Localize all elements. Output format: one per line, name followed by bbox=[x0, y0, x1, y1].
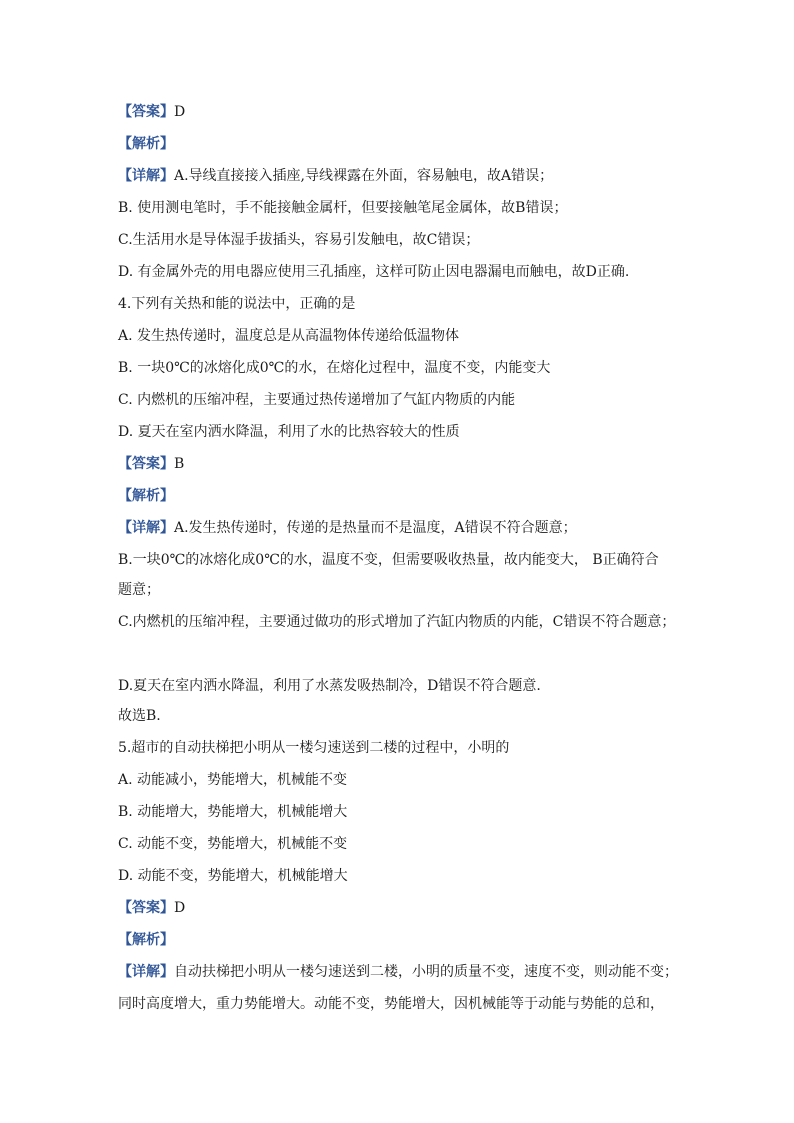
answer-tag: 【答案】 bbox=[118, 456, 174, 472]
q5-analysis-line bbox=[118, 930, 698, 950]
q3-detail-text-d: D. 有金属外壳的用电器应使用三孔插座，这样可防止因电器漏电而触电，故D正确. bbox=[118, 264, 630, 280]
answer-tag: 【答案】 bbox=[118, 900, 174, 916]
answer-value: D bbox=[174, 104, 186, 120]
q4-answer-line bbox=[118, 454, 698, 474]
answer-value: D bbox=[174, 900, 186, 916]
q4-stem: 4.下列有关热和能的说法中，正确的是 bbox=[118, 296, 356, 312]
detail-tag: 【详解】 bbox=[118, 168, 174, 184]
analysis-tag: 【解析】 bbox=[118, 136, 174, 152]
q5-option-c: C. 动能不变，势能增大，机械能不变 bbox=[118, 836, 348, 852]
analysis-tag: 【解析】 bbox=[118, 488, 174, 504]
q4-conclusion: 故选B. bbox=[118, 708, 161, 724]
q3-detail-text-c: C.生活用水是导体湿手拔插头，容易引发触电，故C错误； bbox=[118, 232, 480, 248]
detail-text: A.发生热传递时，传递的是热量而不是温度，A错误不符合题意； bbox=[174, 520, 577, 536]
answer-tag: 【答案】 bbox=[118, 104, 174, 120]
q3-detail-line bbox=[118, 166, 698, 186]
detail-tag: 【详解】 bbox=[118, 520, 174, 536]
q5-detail-line bbox=[118, 962, 698, 982]
analysis-tag: 【解析】 bbox=[118, 932, 174, 948]
q3-analysis-line bbox=[118, 134, 698, 154]
q3-detail-text-b: B. 使用测电笔时，手不能接触金属杆，但要接触笔尾金属体，故B错误； bbox=[118, 200, 568, 216]
q4-option-b: B. 一块0℃的冰熔化成0℃的水，在熔化过程中，温度不变，内能变大 bbox=[118, 360, 551, 376]
q5-answer-line bbox=[118, 898, 698, 918]
q4-detail-text-d: D.夏天在室内洒水降温，利用了水蒸发吸热制冷，D错误不符合题意. bbox=[118, 678, 541, 694]
q4-analysis-line bbox=[118, 486, 698, 506]
detail-tag: 【详解】 bbox=[118, 964, 174, 980]
q5-option-a: A. 动能减小，势能增大，机械能不变 bbox=[118, 772, 348, 788]
q4-detail-text-b-cont: 题意； bbox=[118, 582, 160, 598]
q5-option-b: B. 动能增大，势能增大，机械能增大 bbox=[118, 804, 348, 820]
q4-option-a: A. 发生热传递时，温度总是从高温物体传递给低温物体 bbox=[118, 328, 460, 344]
answer-value: B bbox=[174, 456, 185, 472]
q4-detail-text-c: C.内燃机的压缩冲程，主要通过做功的形式增加了汽缸内物质的内能，C错误不符合题意； bbox=[118, 614, 676, 630]
detail-text: A.导线直接接入插座,导线裸露在外面，容易触电，故A错误； bbox=[174, 168, 554, 184]
q3-answer-line bbox=[118, 102, 698, 122]
q5-stem: 5.超市的自动扶梯把小明从一楼匀速送到二楼的过程中，小明的 bbox=[118, 740, 510, 756]
q5-option-d: D. 动能不变，势能增大，机械能增大 bbox=[118, 868, 348, 884]
q4-option-c: C. 内燃机的压缩冲程，主要通过热传递增加了气缸内物质的内能 bbox=[118, 392, 516, 408]
q5-detail-text-b: 同时高度增大，重力势能增大。动能不变，势能增大，因机械能等于动能与势能的总和， bbox=[118, 996, 664, 1012]
q4-detail-text-b: B.一块0℃的冰熔化成0℃的水，温度不变，但需要吸收热量，故内能变大， B正确符合 bbox=[118, 552, 659, 568]
q4-option-d: D. 夏天在室内洒水降温，利用了水的比热容较大的性质 bbox=[118, 424, 460, 440]
q4-detail-line bbox=[118, 518, 698, 538]
detail-text: 自动扶梯把小明从一楼匀速送到二楼，小明的质量不变，速度不变，则动能不变； bbox=[174, 964, 678, 980]
